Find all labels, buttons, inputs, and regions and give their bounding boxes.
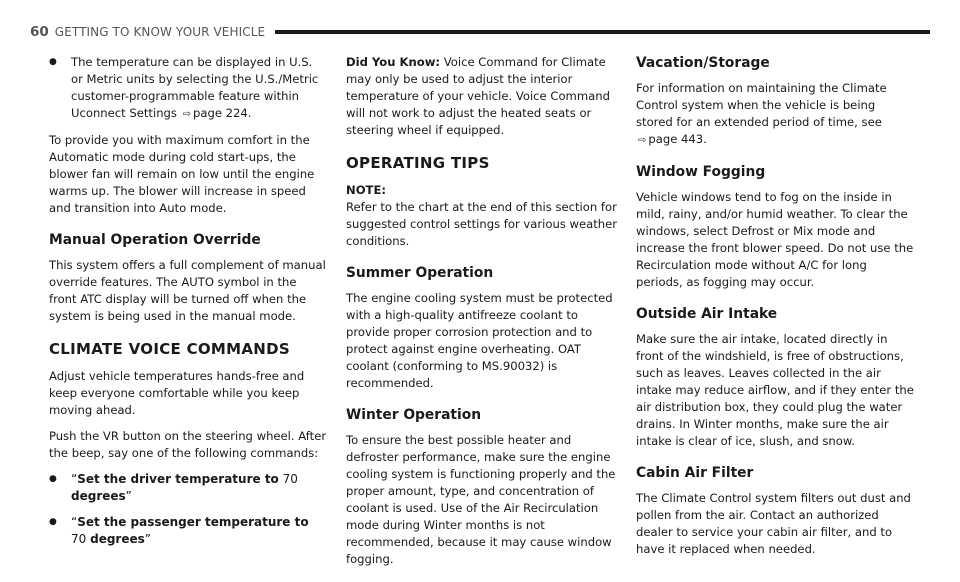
did-you-know-paragraph: [346, 54, 618, 139]
paragraph-text: For information on maintaining the Climate Control system when the vehicle is being stored for an extended period of time, see: [636, 81, 887, 129]
section-heading-vacation: Vacation/Storage: [636, 55, 770, 71]
paragraph: Make sure the air intake, located directly in front of the windshield, is free of obstructions, such as leaves. Leaves collected in the air intake may reduce airflow, and if they enter the air distribution box, they could plug the water drains. In Winter months, make sure the air intake is clear of ice, slush, and snow.: [636, 332, 914, 448]
chapter-title: GETTING TO KNOW YOUR VEHICLE: [54, 25, 266, 39]
list-item: ● “Set the driver temperature to 70 degrees”: [49, 472, 298, 503]
section-heading-operating-tips: OPERATING TIPS: [346, 154, 490, 172]
did-you-know-label: Did You Know:: [346, 55, 441, 69]
page-reference-arrow-icon: ⇨: [638, 135, 647, 146]
note-paragraph: [346, 182, 618, 250]
paragraph: Vehicle windows tend to fog on the inside in mild, rainy, and/or humid weather. To clear the windows, select Defrost or Mix mode and increase the front blower speed. Do not use the Recirculation mode without A/C for long periods, as fogging may occur.: [636, 190, 914, 289]
command-number: 70: [71, 532, 87, 546]
paragraph: [636, 80, 914, 149]
section-heading-cabin-air-filter: Cabin Air Filter: [636, 465, 754, 481]
paragraph: To provide you with maximum comfort in the Automatic mode during cold start-ups, the blower fan will remain on low until the engine warms up. The blower will increase in speed and transition into Auto mode.: [49, 133, 315, 215]
section-heading-summer: Summer Operation: [346, 265, 494, 281]
bullet-icon: ●: [49, 474, 57, 484]
section-heading-winter: Winter Operation: [346, 407, 482, 423]
paragraph: The Climate Control system filters out dust and pollen from the air. Contact an authorized dealer to service your cabin air filter, and to have it replaced when needed.: [636, 491, 911, 556]
section-heading-outside-air-intake: Outside Air Intake: [636, 306, 778, 322]
did-you-know-text: Voice Command for Climate may only be used to adjust the interior temperature of your vehicle. Voice Command will not work to adjust the heated seats or steering wheel if equipped.: [346, 55, 610, 137]
list-item: ● “Set the passenger temperature to 70 degrees”: [49, 515, 309, 546]
page-number: 60: [30, 24, 49, 40]
note-label: NOTE:: [346, 183, 387, 197]
command-text: degrees: [90, 532, 145, 546]
command-number: 70: [282, 472, 298, 486]
paragraph: Adjust vehicle temperatures hands-free and keep everyone comfortable while you keep moving ahead.: [49, 369, 305, 417]
list-item: [49, 54, 327, 123]
command-text: Set the passenger temperature to: [77, 515, 309, 529]
bullet-icon: ●: [49, 517, 57, 527]
column-3: [636, 54, 914, 567]
page-reference-arrow-icon: ⇨: [182, 109, 192, 120]
page-reference-link[interactable]: page 443.: [648, 132, 707, 146]
command-text: Set the driver temperature to: [77, 472, 279, 486]
bullet-text: The temperature can be displayed in U.S. or Metric units by selecting the U.S./Metric customer-programmable feature within Uconnect Settings: [71, 55, 319, 120]
paragraph: To ensure the best possible heater and defroster performance, make sure the engine cooling system is functioning properly and the proper amount, type, and concentration of coolant is used. Use of the Air Recirculation mode during Winter months is not recommended, because it may cause window fogging.: [346, 433, 616, 566]
section-heading-voice-commands: CLIMATE VOICE COMMANDS: [49, 340, 291, 358]
note-text: Refer to the chart at the end of this section for suggested control settings for various weather conditions.: [346, 200, 618, 248]
page-header: [30, 20, 930, 44]
paragraph: This system offers a full complement of manual override features. The AUTO symbol in the front ATC display will be turned off when the system is being used in the manual mode.: [49, 258, 326, 323]
header-rule: [275, 30, 930, 34]
section-heading-window-fogging: Window Fogging: [636, 164, 766, 180]
section-heading-manual: Manual Operation Override: [49, 232, 261, 248]
paragraph: Push the VR button on the steering wheel. After the beep, say one of the following commands:: [49, 429, 327, 460]
column-2: [346, 54, 618, 577]
paragraph: The engine cooling system must be protected with a high-quality antifreeze coolant to provide proper corrosion protection and to protect against engine overheating. OAT coolant (conforming to MS.90032) is recommended.: [346, 291, 613, 390]
column-1: [49, 54, 327, 557]
bullet-icon: ●: [49, 57, 57, 67]
page-reference-link[interactable]: page 224.: [193, 106, 252, 120]
command-text: degrees: [71, 489, 126, 503]
